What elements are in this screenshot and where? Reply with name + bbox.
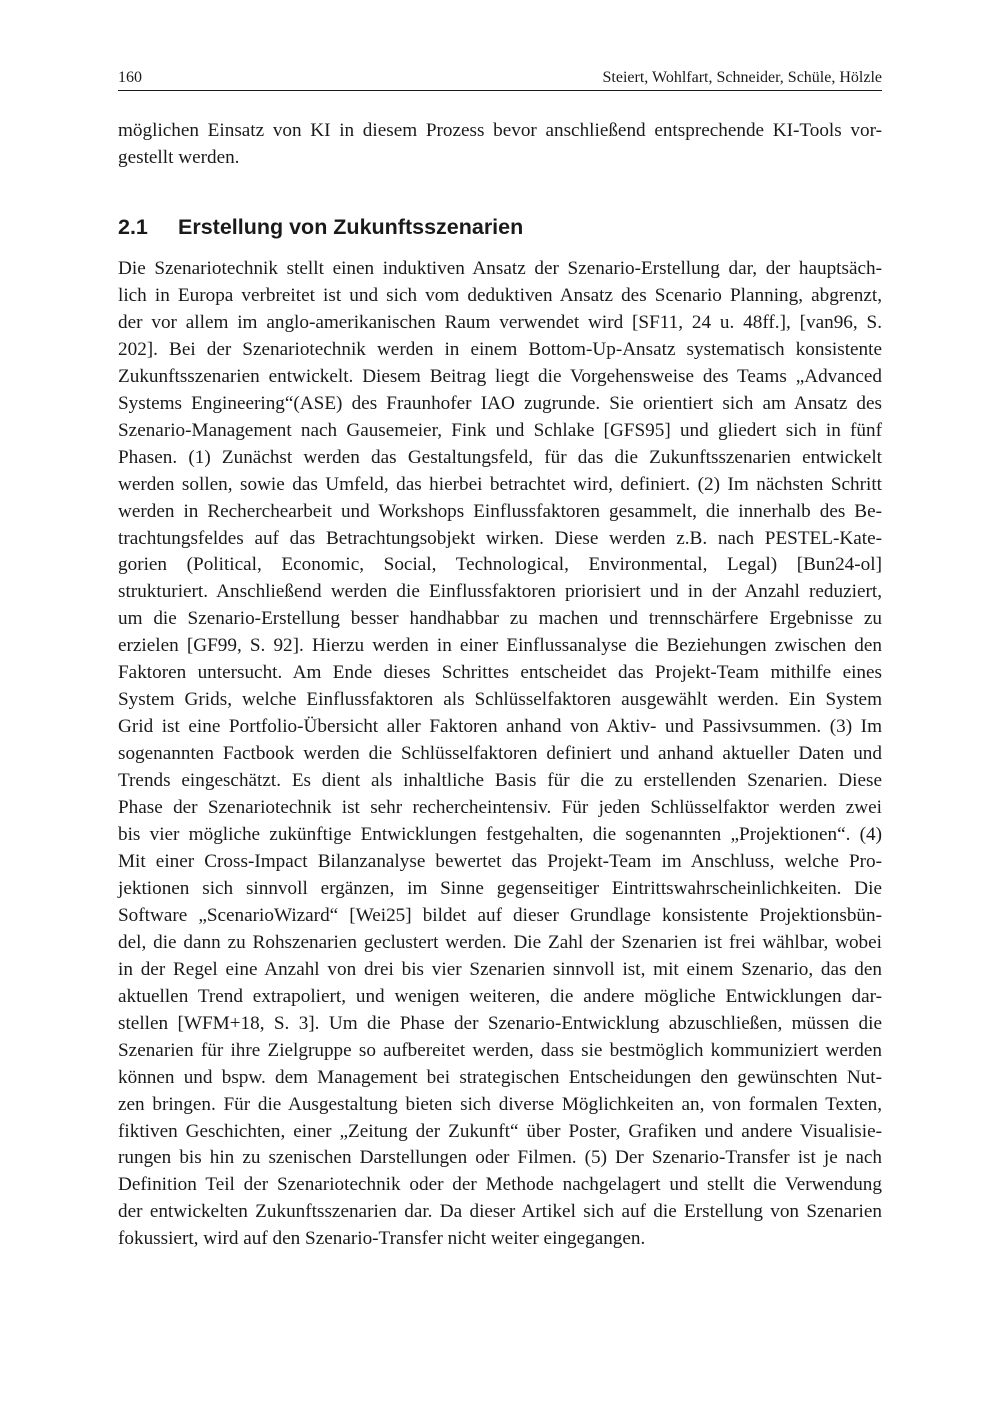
text-line: in der Regel eine Anzahl von drei bis vier Szenarien sinnvoll ist, mit einem Szenario, das den (118, 958, 882, 980)
text-line: Zukunftsszenarien entwickelt. Diesem Beitrag liegt die Vorgehensweise des Teams „Advanced (118, 365, 882, 387)
text-line: Szenarien für ihre Zielgruppe so aufbereitet werden, dass sie bestmöglich kommuniziert werden (118, 1039, 882, 1061)
text-line: bis vier mögliche zukünftige Entwicklungen festgehalten, die sogenannten „Projektionen“. (4) (118, 824, 882, 846)
text-line: Mit einer Cross-Impact Bilanzanalyse bewertet das Projekt-Team im Anschluss, welche Pro- (118, 850, 882, 872)
text-line: Phase der Szenariotechnik ist sehr rechercheintensiv. Für jeden Schlüsselfaktor werden zwei (118, 797, 882, 819)
text-line: jektionen sich sinnvoll ergänzen, im Sinne gegenseitiger Eintrittswahrscheinlichkeiten. Die (118, 877, 882, 899)
text-line: 202]. Bei der Szenariotechnik werden in einem Bottom-Up-Ansatz systematisch konsistente (118, 338, 882, 360)
text-line: del, die dann zu Rohszenarien geclustert werden. Die Zahl der Szenarien ist frei wählbar, wobei (118, 931, 882, 953)
text-line: werden in Recherchearbeit und Workshops Einflussfaktoren gesammelt, die innerhalb des Be- (118, 500, 882, 522)
text-line: der vor allem im anglo-amerikanischen Raum verwendet wird [SF11, 24 u. 48ff.], [van96, S. (118, 311, 882, 333)
text-line: stellen [WFM+18, S. 3]. Um die Phase der Szenario-Entwicklung abzuschließen, müssen die (118, 1012, 882, 1034)
text-line: Systems Engineering“(ASE) des Fraunhofer IAO zugrunde. Sie orientiert sich am Ansatz des (118, 392, 882, 414)
text-line: Szenario-Management nach Gausemeier, Fink und Schlake [GFS95] und gliedert sich in fünf (118, 419, 882, 441)
text-line: fiktiven Geschichten, einer „Zeitung der Zukunft“ über Poster, Grafiken und andere Visualisie- (118, 1120, 882, 1142)
text-line: lich in Europa verbreitet ist und sich vom deduktiven Ansatz des Scenario Planning, abgrenzt, (118, 284, 882, 306)
text-line: Phasen. (1) Zunächst werden das Gestaltungsfeld, für das die Zukunftsszenarien entwickelt (118, 446, 882, 468)
header-authors: Steiert, Wohlfart, Schneider, Schüle, Hölzle (602, 69, 882, 86)
text-line: rungen bis hin zu szenischen Darstellungen oder Filmen. (5) Der Szenario-Transfer ist je nach (118, 1147, 882, 1169)
section-title: Erstellung von Zukunftsszenarien (178, 215, 524, 239)
text-line: der entwickelten Zukunftsszenarien dar. Da dieser Artikel sich auf die Erstellung von Szenarien (118, 1201, 882, 1223)
text-line: Die Szenariotechnik stellt einen induktiven Ansatz der Szenario-Erstellung dar, der hauptsäch- (118, 258, 882, 279)
text-line: fokussiert, wird auf den Szenario-Transfer nicht weiter eingegangen. (118, 1228, 646, 1250)
body-paragraph (118, 256, 882, 1253)
intro-paragraph (118, 118, 882, 172)
text-line: aktuellen Trend extrapoliert, und wenigen weiteren, die andere mögliche Entwicklungen dar- (118, 985, 882, 1007)
running-header (118, 66, 882, 91)
text-line: möglichen Einsatz von KI in diesem Prozess bevor anschließend entsprechende KI-Tools vor- (118, 120, 882, 141)
text-line: strukturiert. Anschließend werden die Einflussfaktoren priorisiert und in der Anzahl reduziert, (118, 581, 882, 603)
text-line: erzielen [GF99, S. 92]. Hierzu werden in einer Einflussanalyse die Beziehungen zwischen den (118, 635, 882, 657)
text-line: gestellt werden. (118, 146, 240, 168)
text-line: trachtungsfeldes auf das Betrachtungsobjekt wirken. Diese werden z.B. nach PESTEL-Kate- (118, 527, 882, 549)
text-line: System Grids, welche Einflussfaktoren als Schlüsselfaktoren ausgewählt werden. Ein System (118, 689, 882, 711)
text-line: Trends eingeschätzt. Es dient als inhaltliche Basis für die zu erstellenden Szenarien. Diese (118, 770, 882, 792)
text-line: werden sollen, sowie das Umfeld, das hierbei betrachtet wird, definiert. (2) Im nächsten Schritt (118, 473, 882, 495)
text-line: sogenannten Factbook werden die Schlüsselfaktoren definiert und anhand aktueller Daten und (118, 743, 882, 765)
text-line: Grid ist eine Portfolio-Übersicht aller Faktoren anhand von Aktiv- und Passivsummen. (3) Im (118, 716, 882, 738)
text-line: können und bspw. dem Management bei strategischen Entscheidungen den gewünschten Nut- (118, 1066, 882, 1088)
text-line: Faktoren untersucht. Am Ende dieses Schrittes entscheidet das Projekt-Team mithilfe eines (118, 662, 882, 684)
text-line: Definition Teil der Szenariotechnik oder der Methode nachgelagert und stellt die Verwendung (118, 1174, 882, 1196)
section-heading (118, 212, 882, 242)
section-number: 2.1 (118, 215, 148, 239)
text-line: um die Szenario-Erstellung besser handhabbar zu machen und trennschärfere Ergebnisse zu (118, 608, 882, 630)
document-page (118, 0, 882, 1414)
text-line: Software „ScenarioWizard“ [Wei25] bildet auf dieser Grundlage konsistente Projektionsbün- (118, 904, 882, 926)
text-line: zen bringen. Für die Ausgestaltung bieten sich diverse Möglichkeiten an, von formalen Texten, (118, 1093, 882, 1115)
text-line: gorien (Political, Economic, Social, Technological, Environmental, Legal) [Bun24-ol] (118, 554, 882, 576)
page-number: 160 (118, 69, 142, 86)
